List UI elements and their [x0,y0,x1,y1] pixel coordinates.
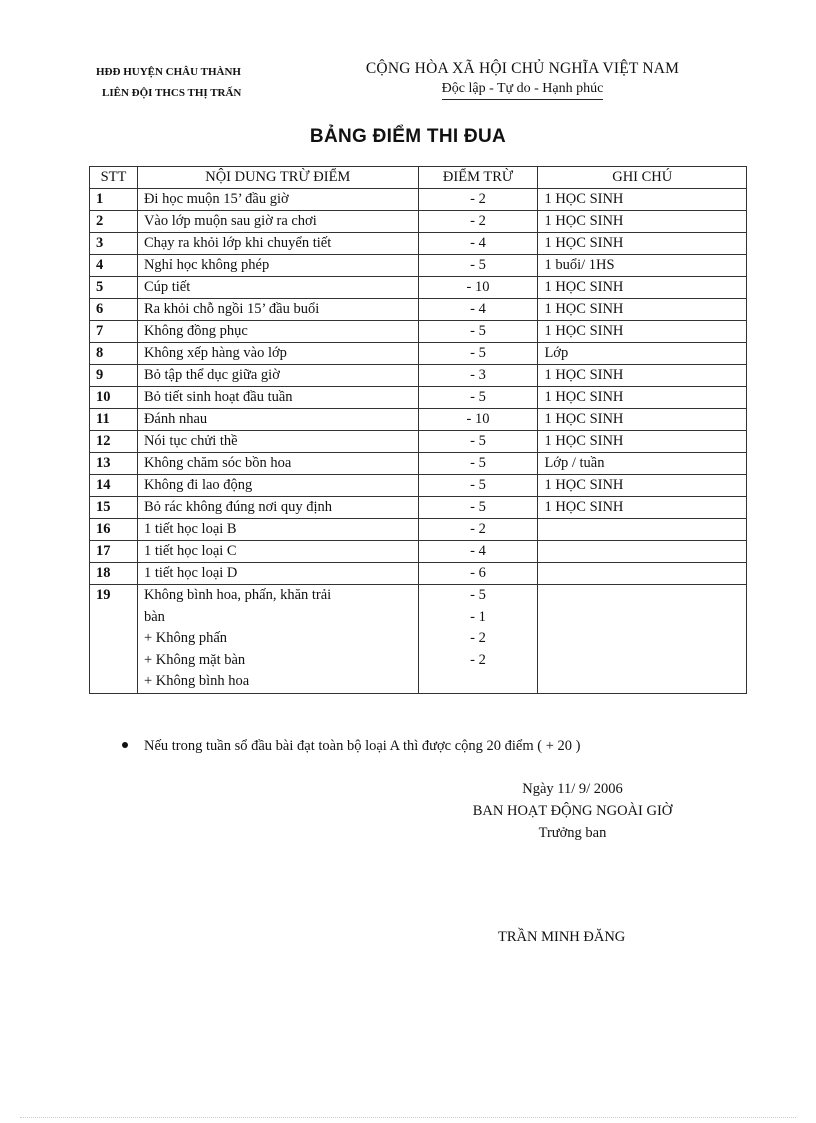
score-table [89,166,747,694]
row-note: 1 HỌC SINH [538,365,747,387]
row-note: Lớp / tuần [538,453,747,475]
table-row [90,365,747,387]
row-content-line: + Không bình hoa [143,673,250,689]
signature-date: Ngày 11/ 9/ 2006 [522,781,623,797]
table-row-19 [90,585,747,694]
row-points: - 10 [418,409,538,431]
row-stt: 12 [90,431,138,453]
row-points: - 6 [418,563,538,585]
table-row [90,541,747,563]
signer-name: TRẦN MINH ĐĂNG [498,929,626,945]
row-stt: 15 [90,497,138,519]
row-points-line: - 2 [470,651,486,668]
row-note [538,541,747,563]
row-content [137,585,418,694]
row-content: Đi học muộn 15’ đầu giờ [137,189,418,211]
row-note: 1 HỌC SINH [538,497,747,519]
table-row [90,233,747,255]
row-content: Chạy ra khỏi lớp khi chuyển tiết [137,233,418,255]
row-content: Đánh nhau [137,409,418,431]
header-note: GHI CHÚ [538,167,747,189]
row-stt: 1 [90,189,138,211]
row-stt: 10 [90,387,138,409]
row-content: 1 tiết học loại C [137,541,418,563]
row-note: 1 HỌC SINH [538,387,747,409]
signature-committee: BAN HOẠT ĐỘNG NGOÀI GIỜ [472,803,673,819]
row-stt: 4 [90,255,138,277]
row-content: Không đồng phục [137,321,418,343]
signature-role: Trưởng ban [538,825,607,841]
row-points: - 4 [418,299,538,321]
row-note [538,519,747,541]
header-stt: STT [90,167,138,189]
row-stt: 3 [90,233,138,255]
row-points: - 5 [418,431,538,453]
row-note [538,585,747,694]
org-line-2: LIÊN ĐỘI THCS THỊ TRẤN [102,87,242,99]
row-note: Lớp [538,343,747,365]
row-points: - 4 [418,233,538,255]
page-divider [20,1117,796,1118]
row-points: - 5 [418,321,538,343]
row-stt: 13 [90,453,138,475]
table-row [90,343,747,365]
table-row [90,453,747,475]
row-stt: 9 [90,365,138,387]
row-stt: 2 [90,211,138,233]
row-stt: 14 [90,475,138,497]
row-points: - 2 [418,519,538,541]
table-row [90,497,747,519]
row-points: - 2 [418,211,538,233]
table-header-row [90,167,747,189]
row-note [538,563,747,585]
header-points: ĐIỂM TRỪ [418,167,538,189]
row-content: Không đi lao động [137,475,418,497]
row-points: - 4 [418,541,538,563]
country-name: CỘNG HÒA XÃ HỘI CHỦ NGHĨA VIỆT NAM [365,60,680,77]
row-content: Không chăm sóc bồn hoa [137,453,418,475]
row-points-line: - 2 [470,630,486,646]
signature-block [440,778,705,844]
row-content: Nói tục chửi thề [137,431,418,453]
table-row [90,387,747,409]
row-content: Vào lớp muộn sau giờ ra chơi [137,211,418,233]
row-note: 1 HỌC SINH [538,409,747,431]
row-points-line: - 5 [470,587,486,603]
table-row [90,431,747,453]
row-note: 1 HỌC SINH [538,321,747,343]
row-stt: 16 [90,519,138,541]
row-content: Nghỉ học không phép [137,255,418,277]
row-points: - 5 [418,497,538,519]
bonus-note [122,738,580,755]
table-row [90,519,747,541]
row-content-line: Không bình hoa, phấn, khăn trải [143,587,332,603]
row-content: Cúp tiết [137,277,418,299]
row-stt: 18 [90,563,138,585]
bonus-note-text: Nếu trong tuần sổ đầu bài đạt toàn bộ loại A thì được cộng 20 điểm ( + 20 ) [144,738,581,754]
row-points [418,585,538,694]
row-content: Không xếp hàng vào lớp [137,343,418,365]
row-content: 1 tiết học loại B [137,519,418,541]
national-header [330,60,715,100]
row-points-line: - 1 [470,608,486,625]
table-row [90,277,747,299]
table-row [90,563,747,585]
national-motto: Độc lập - Tự do - Hạnh phúc [442,81,604,100]
row-stt: 8 [90,343,138,365]
table-row [90,211,747,233]
row-note: 1 HỌC SINH [538,189,747,211]
row-stt: 6 [90,299,138,321]
row-points: - 5 [418,343,538,365]
org-line-1: HĐĐ HUYỆN CHÂU THÀNH [96,66,241,78]
table-row [90,299,747,321]
row-points: - 2 [418,189,538,211]
row-points: - 5 [418,453,538,475]
bullet-icon [122,742,128,748]
row-content-line: + Không phấn [143,630,228,646]
row-note: 1 HỌC SINH [538,299,747,321]
page-title: BẢNG ĐIỂM THI ĐUA [309,126,507,147]
row-stt: 19 [90,585,138,694]
row-note: 1 HỌC SINH [538,211,747,233]
row-points: - 5 [418,255,538,277]
row-content-line: bàn [143,608,165,625]
row-content: Bỏ tập thể dục giữa giờ [137,365,418,387]
header-content: NỘI DUNG TRỪ ĐIỂM [137,167,418,189]
row-stt: 5 [90,277,138,299]
row-points: - 5 [418,387,538,409]
table-row [90,475,747,497]
row-note: 1 buổi/ 1HS [538,255,747,277]
table-row [90,189,747,211]
row-stt: 7 [90,321,138,343]
row-note: 1 HỌC SINH [538,475,747,497]
table-row [90,255,747,277]
row-points: - 5 [418,475,538,497]
row-content: Ra khỏi chỗ ngồi 15’ đầu buổi [137,299,418,321]
row-stt: 17 [90,541,138,563]
table-row [90,321,747,343]
organization-header [96,62,241,104]
row-content: 1 tiết học loại D [137,563,418,585]
row-note: 1 HỌC SINH [538,233,747,255]
row-points: - 3 [418,365,538,387]
row-points: - 10 [418,277,538,299]
row-note: 1 HỌC SINH [538,431,747,453]
row-content: Bỏ tiết sinh hoạt đầu tuần [137,387,418,409]
row-note: 1 HỌC SINH [538,277,747,299]
table-row [90,409,747,431]
row-content: Bỏ rác không đúng nơi quy định [137,497,418,519]
row-stt: 11 [90,409,138,431]
row-content-line: + Không mặt bàn [143,651,246,668]
